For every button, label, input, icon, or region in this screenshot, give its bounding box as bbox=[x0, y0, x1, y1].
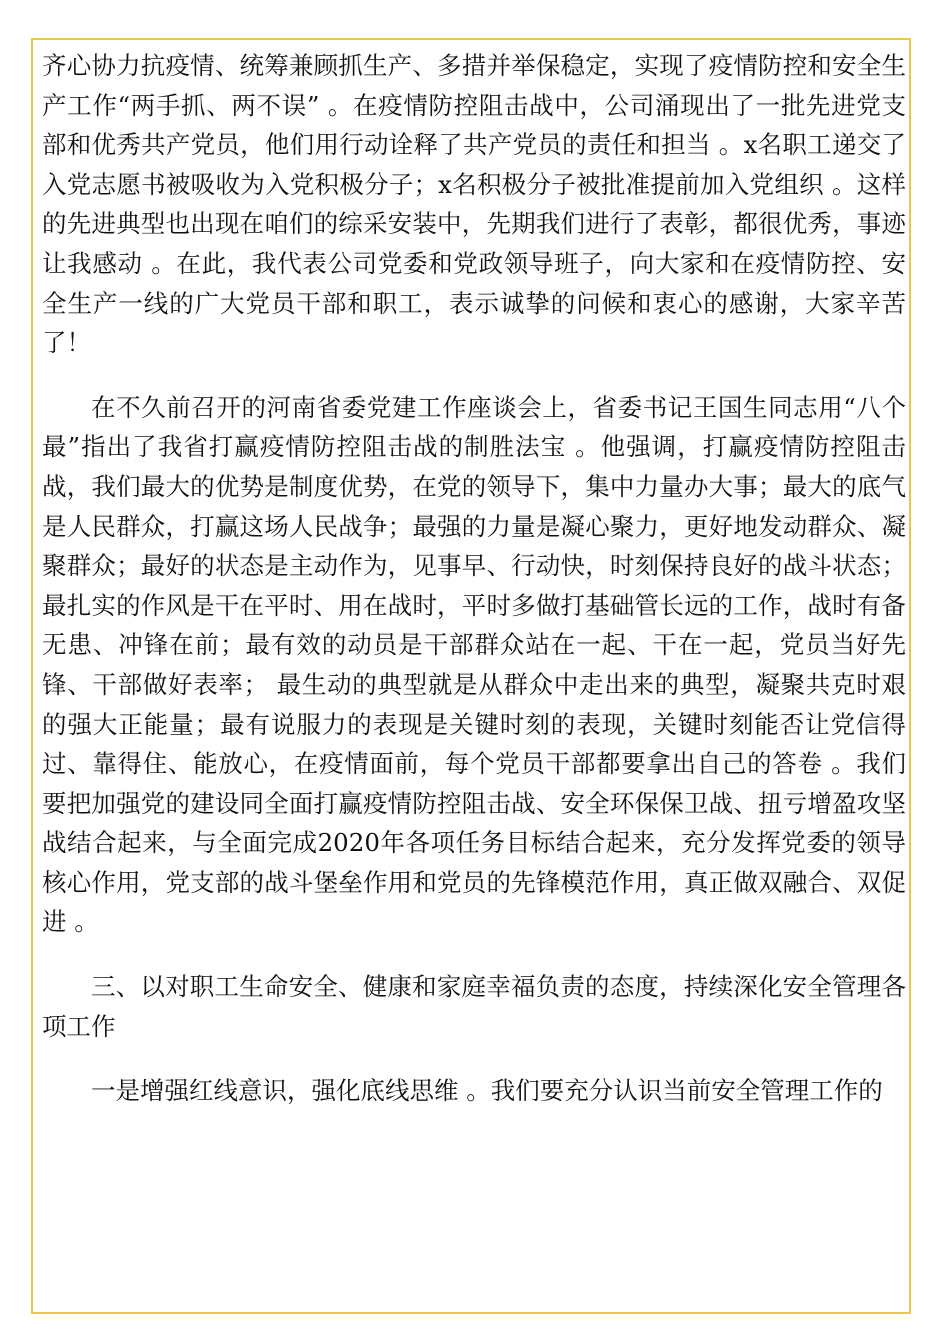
section-heading: 三、以对职工生命安全、健康和家庭幸福负责的态度，持续深化安全管理各项工作 bbox=[42, 972, 906, 1041]
paragraph-1: 齐心协力抗疫情、统筹兼顾抓生产、多措并举保稳定，实现了疫情防控和安全生产工作“两手抓、两不误” 。在疫情防控阻击战中，公司涌现出了一批先进党支部和优秀共产党员，他们用行动诠释了共产党员的责任和担当 。x名职工递交了入党志愿书被吸收为入党积极分子；x名积极分子被批准提前加入党组织 。这样的先进典型也出现在咱们的综采安装中，先期我们进行了表彰，都很优秀，事迹让我感动 。在此，我代表公司党委和党政领导班子，向大家和在疫情防控、安全生产一线的广大党员干部和职工，表示诚挚的问候和衷心的感谢，大家辛苦了！ bbox=[42, 51, 906, 358]
document-body bbox=[42, 46, 906, 1111]
paragraph-2: 在不久前召开的河南省委党建工作座谈会上，省委书记王国生同志用“八个最”指出了我省打赢疫情防控阻击战的制胜法宝 。他强调，打赢疫情防控阻击战，我们最大的优势是制度优势，在党的领导下，集中力量办大事；最大的底气是人民群众，打赢这场人民战争；最强的力量是凝心聚力，更好地发动群众、凝聚群众；最好的状态是主动作为，见事早、行动快，时刻保持良好的战斗状态；最扎实的作风是干在平时、用在战时，平时多做打基础管长远的工作，战时有备无患、冲锋在前；最有效的动员是干部群众站在一起、干在一起，党员当好先锋、干部做好表率； 最生动的典型就是从群众中走出来的典型，凝聚共克时艰的强大正能量；最有说服力的表现是关键时刻的表现，关键时刻能否让党信得过、靠得住、能放心，在疫情面前，每个党员干部都要拿出自己的答卷 。我们要把加强党的建设同全面打赢疫情防控阻击战、安全环保保卫战、扭亏增盈攻坚战结合起来，与全面完成2020年各项任务目标结合起来，充分发挥党委的领导核心作用，党支部的战斗堡垒作用和党员的先锋模范作用，真正做双融合、双促进 。 bbox=[42, 392, 906, 937]
paragraph-3: 一是增强红线意识，强化底线思维 。我们要充分认识当前安全管理工作的 bbox=[91, 1076, 883, 1106]
